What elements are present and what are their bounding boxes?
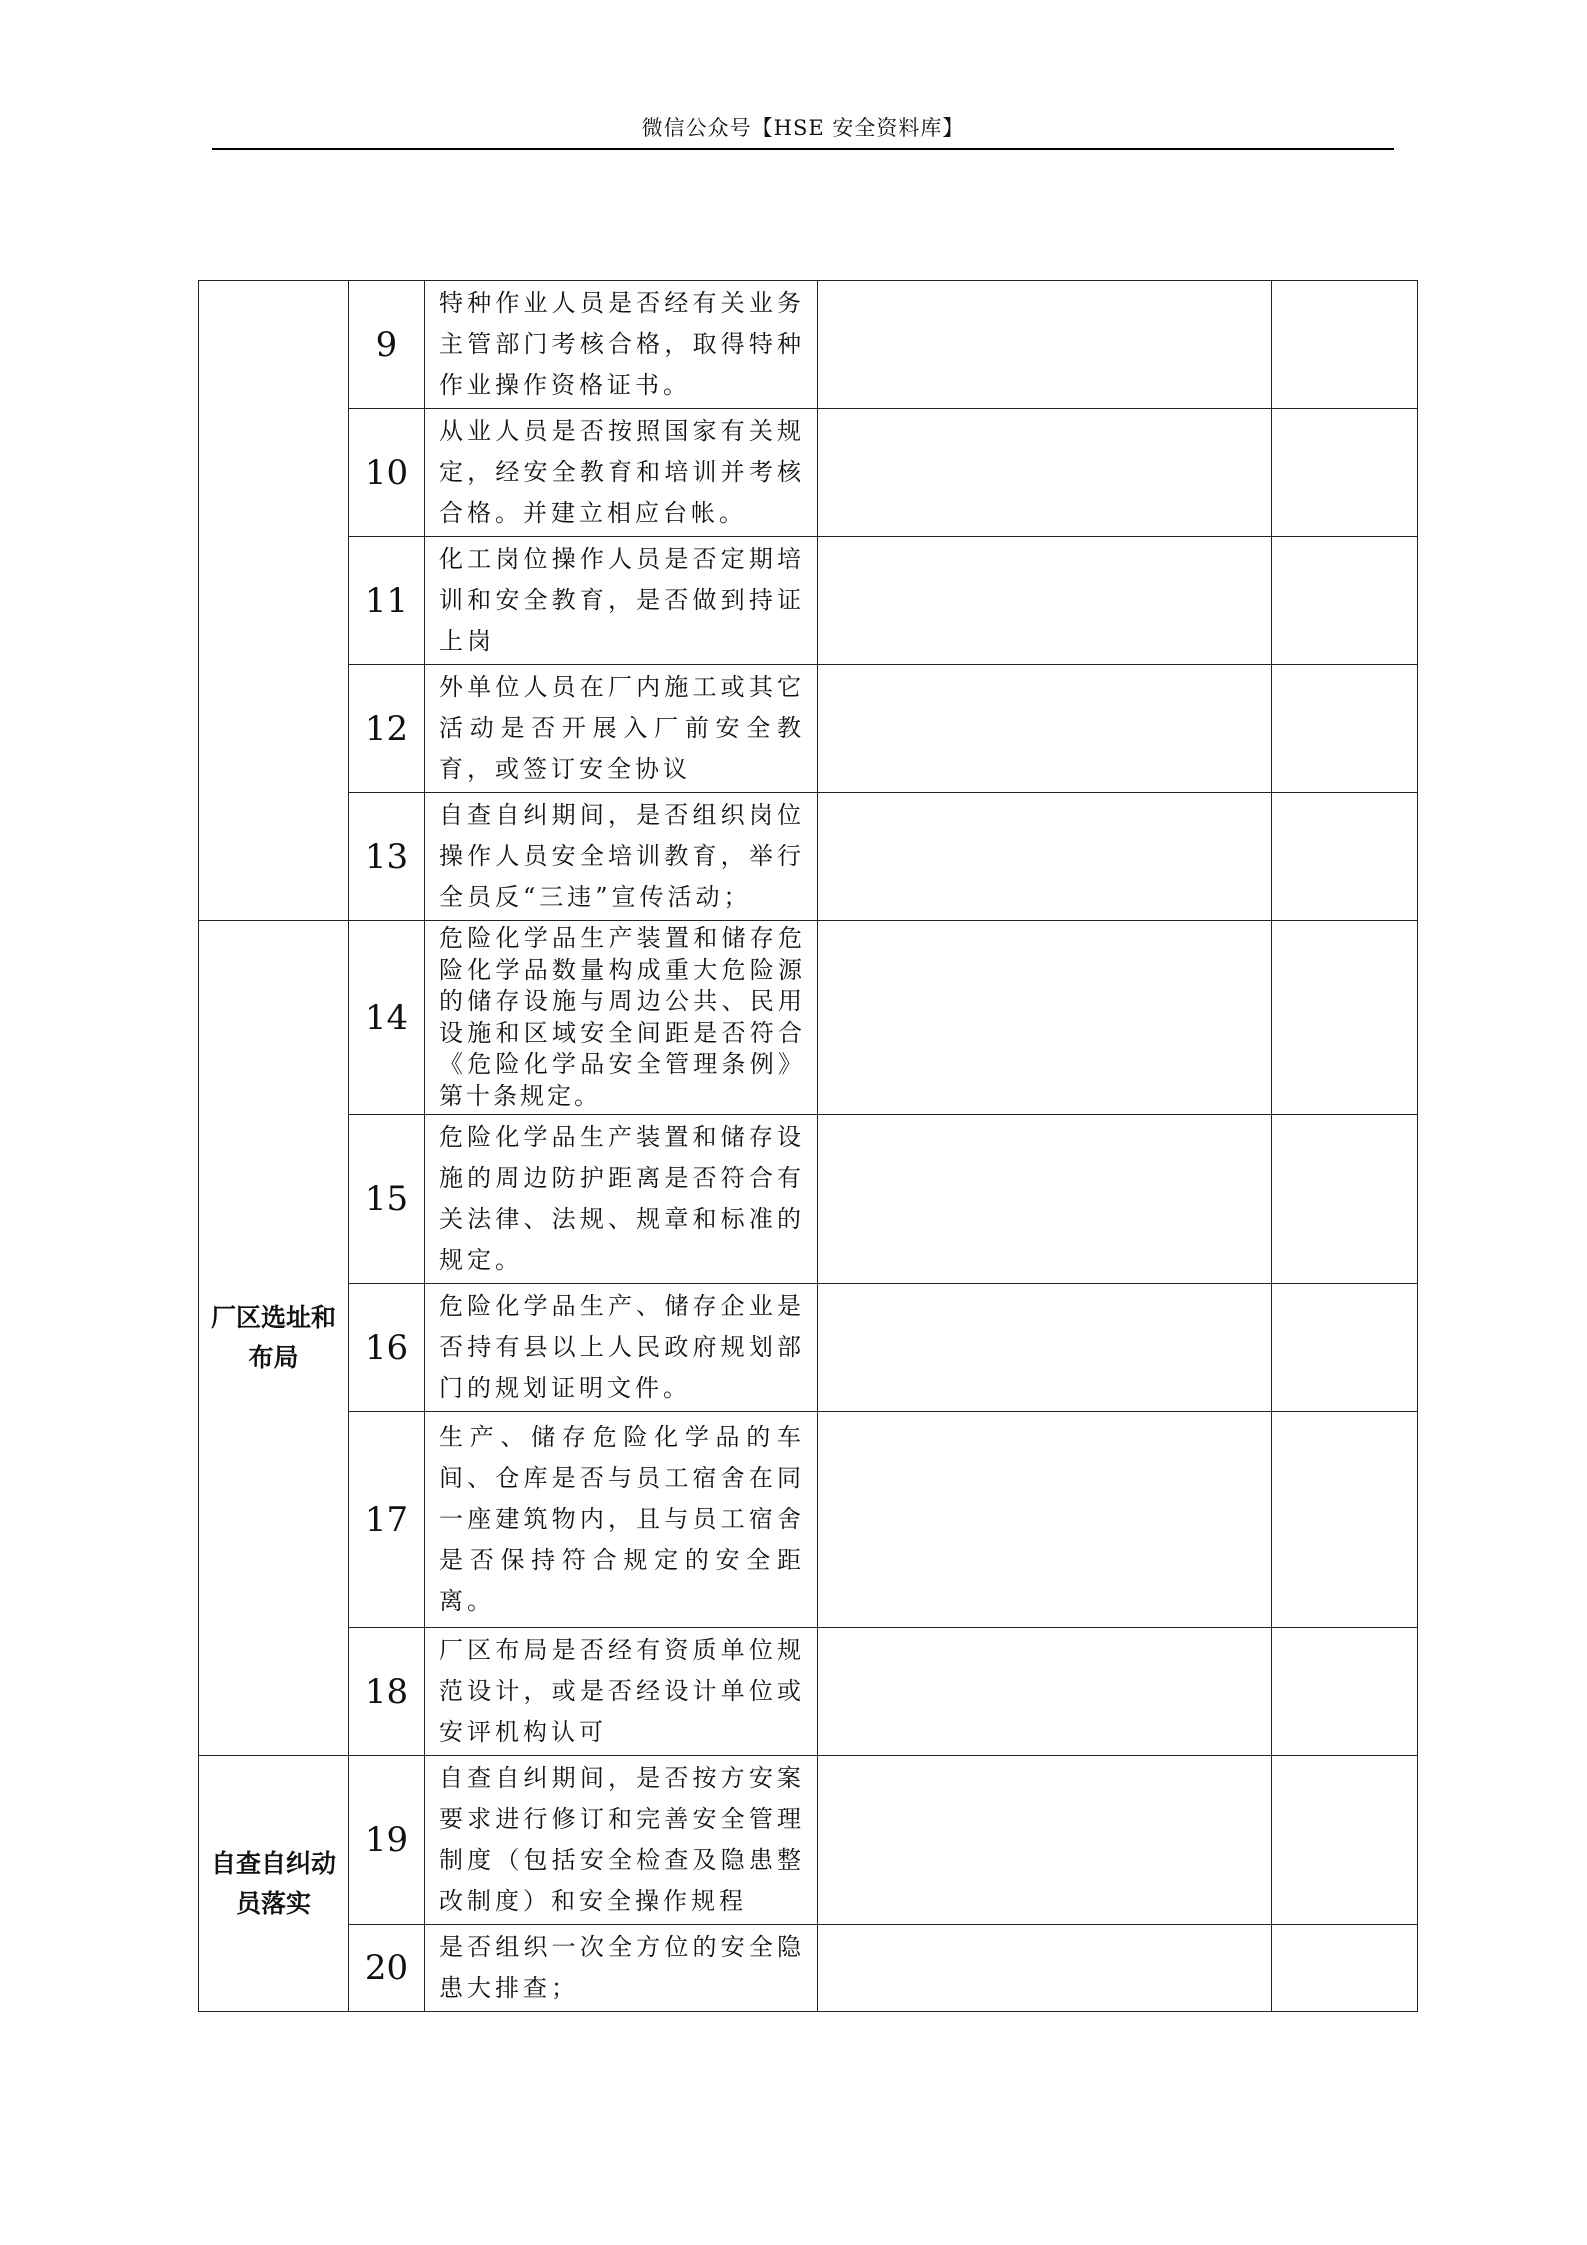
- item-number: 17: [349, 1412, 425, 1628]
- item-number: 11: [349, 537, 425, 665]
- result-cell[interactable]: [818, 537, 1272, 665]
- remark-cell[interactable]: [1272, 1284, 1418, 1412]
- table-row: [199, 1115, 1418, 1284]
- checklist-table: [198, 280, 1418, 2012]
- table-row: [199, 1756, 1418, 1925]
- result-cell[interactable]: [818, 921, 1272, 1115]
- category-cell: [199, 1756, 349, 2012]
- remark-cell[interactable]: [1272, 281, 1418, 409]
- item-text: 特种作业人员是否经有关业务主管部门考核合格，取得特种作业操作资格证书。: [425, 281, 818, 409]
- result-cell[interactable]: [818, 1412, 1272, 1628]
- table-row: [199, 793, 1418, 921]
- item-text: 从业人员是否按照国家有关规定，经安全教育和培训并考核合格。并建立相应台帐。: [425, 409, 818, 537]
- table-row: [199, 665, 1418, 793]
- item-text: 危险化学品生产装置和储存危险化学品数量构成重大危险源的储存设施与周边公共、民用设施和区域安全间距是否符合《危险化学品安全管理条例》第十条规定。: [425, 921, 818, 1115]
- table-row: [199, 1925, 1418, 2012]
- item-number: 19: [349, 1756, 425, 1925]
- item-number: 16: [349, 1284, 425, 1412]
- item-text: 厂区布局是否经有资质单位规范设计，或是否经设计单位或安评机构认可: [425, 1628, 818, 1756]
- item-number: 15: [349, 1115, 425, 1284]
- item-number: 20: [349, 1925, 425, 2012]
- table-row: [199, 1412, 1418, 1628]
- item-text: 生产、储存危险化学品的车间、仓库是否与员工宿舍在同一座建筑物内，且与员工宿舍是否保持符合规定的安全距离。: [425, 1412, 818, 1628]
- item-text: 危险化学品生产装置和储存设施的周边防护距离是否符合有关法律、法规、规章和标准的规定。: [425, 1115, 818, 1284]
- category-label: 自查自纠动员落实: [210, 1848, 336, 1918]
- item-text: 化工岗位操作人员是否定期培训和安全教育，是否做到持证上岗: [425, 537, 818, 665]
- remark-cell[interactable]: [1272, 537, 1418, 665]
- item-number: 10: [349, 409, 425, 537]
- result-cell[interactable]: [818, 1115, 1272, 1284]
- result-cell[interactable]: [818, 793, 1272, 921]
- remark-cell[interactable]: [1272, 1115, 1418, 1284]
- table-row: [199, 281, 1418, 409]
- remark-cell[interactable]: [1272, 921, 1418, 1115]
- item-number: 13: [349, 793, 425, 921]
- table-row: [199, 921, 1418, 1115]
- table-row: [199, 537, 1418, 665]
- table-row: [199, 409, 1418, 537]
- category-label: 厂区选址和布局: [210, 1303, 336, 1372]
- result-cell[interactable]: [818, 281, 1272, 409]
- item-text: 是否组织一次全方位的安全隐患大排查；: [425, 1925, 818, 2012]
- item-number: 9: [349, 281, 425, 409]
- result-cell[interactable]: [818, 665, 1272, 793]
- result-cell[interactable]: [818, 1284, 1272, 1412]
- item-text: 自查自纠期间，是否按方安案要求进行修订和完善安全管理制度（包括安全检查及隐患整改制度）和安全操作规程: [425, 1756, 818, 1925]
- item-text: 危险化学品生产、储存企业是否持有县以上人民政府规划部门的规划证明文件。: [425, 1284, 818, 1412]
- remark-cell[interactable]: [1272, 793, 1418, 921]
- page-header: [212, 108, 1394, 150]
- result-cell[interactable]: [818, 409, 1272, 537]
- item-text: 外单位人员在厂内施工或其它活动是否开展入厂前安全教育，或签订安全协议: [425, 665, 818, 793]
- result-cell[interactable]: [818, 1925, 1272, 2012]
- table-row: [199, 1628, 1418, 1756]
- remark-cell[interactable]: [1272, 1628, 1418, 1756]
- item-number: 14: [349, 921, 425, 1115]
- header-text: 微信公众号【HSE 安全资料库】: [641, 116, 965, 140]
- table-row: [199, 1284, 1418, 1412]
- remark-cell[interactable]: [1272, 1925, 1418, 2012]
- item-number: 12: [349, 665, 425, 793]
- remark-cell[interactable]: [1272, 1412, 1418, 1628]
- category-cell: [199, 281, 349, 921]
- remark-cell[interactable]: [1272, 665, 1418, 793]
- remark-cell[interactable]: [1272, 409, 1418, 537]
- item-number: 18: [349, 1628, 425, 1756]
- category-cell: [199, 921, 349, 1756]
- result-cell[interactable]: [818, 1756, 1272, 1925]
- item-text: 自查自纠期间，是否组织岗位操作人员安全培训教育，举行全员反“三违”宣传活动；: [425, 793, 818, 921]
- remark-cell[interactable]: [1272, 1756, 1418, 1925]
- result-cell[interactable]: [818, 1628, 1272, 1756]
